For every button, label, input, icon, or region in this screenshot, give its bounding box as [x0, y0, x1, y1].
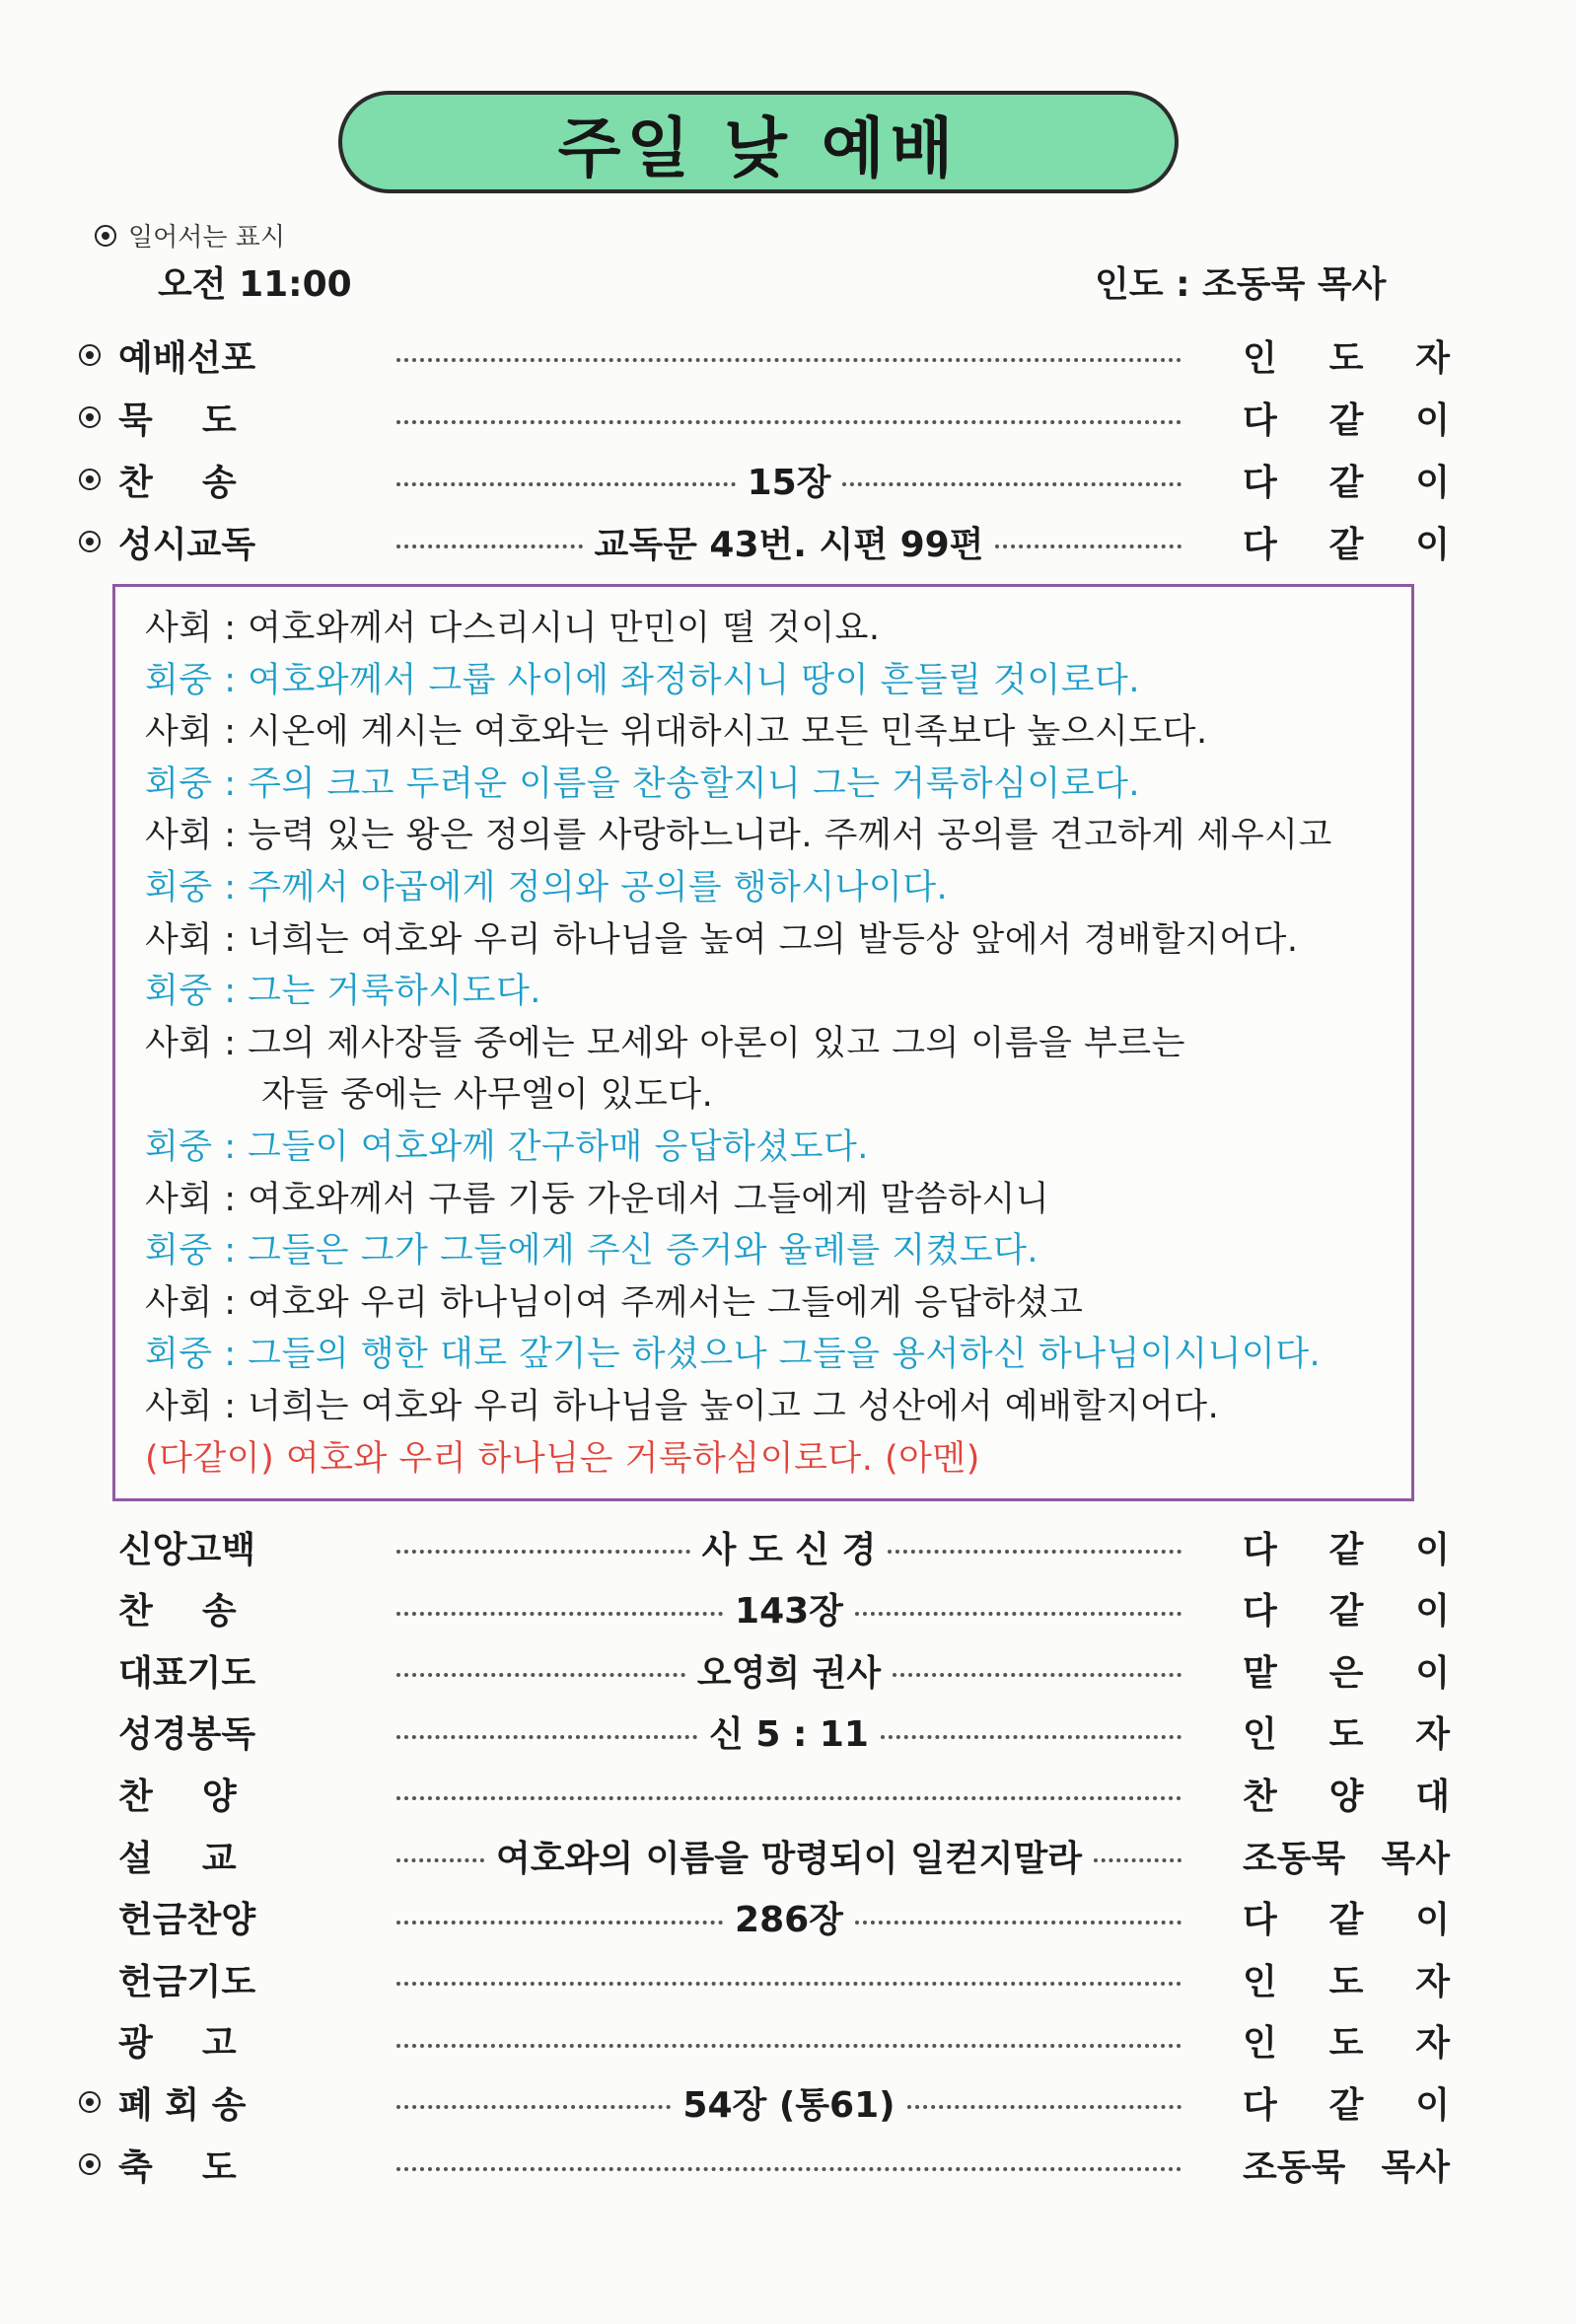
order-detail: 15장	[747, 462, 831, 503]
dot-leader	[855, 1612, 1182, 1616]
order-performer: 다 같 이	[1243, 462, 1450, 503]
standing-mark-icon	[79, 406, 101, 428]
order-leader-dots	[385, 1707, 1193, 1757]
order-leader-dots	[385, 1972, 1193, 1986]
order-leader-dots	[385, 1786, 1193, 1800]
order-label: 찬 송	[118, 462, 237, 503]
order-leader-dots	[385, 410, 1193, 424]
dot-leader	[995, 545, 1182, 548]
dot-leader	[396, 2105, 671, 2109]
reading-text: 회중 : 그들이 여호와께 간구하매 응답하셨도다.	[145, 1127, 869, 1167]
order-row	[79, 1949, 1450, 2008]
standing-mark-icon	[79, 531, 101, 552]
leader-line	[145, 601, 881, 650]
dot-leader	[842, 482, 1182, 486]
dot-leader	[881, 1735, 1182, 1739]
reading-text: 사회 : 너희는 여호와 우리 하나님을 높이고 그 성산에서 예배할지어다.	[145, 1387, 1220, 1426]
congregation-line	[145, 653, 1140, 702]
reading-text: 회중 : 그는 거룩하시도다.	[145, 972, 541, 1012]
dot-leader	[396, 1982, 1182, 1986]
order-performer: 인 도 자	[1243, 1961, 1450, 2002]
leader-line	[145, 1172, 1049, 1221]
order-detail: 사 도 신 경	[701, 1529, 877, 1570]
dot-leader	[396, 545, 583, 548]
reading-text: 사회 : 시온에 계시는 여호와는 위대하시고 모든 민족보다 높으시도다.	[145, 712, 1208, 753]
order-row	[79, 1579, 1450, 1638]
reading-text: 사회 : 그의 제사장들 중에는 모세와 아론이 있고 그의 이름을 부르는	[145, 1023, 1185, 1063]
order-leader-dots	[385, 1645, 1193, 1696]
order-label: 찬 양	[118, 1776, 237, 1817]
unison-line	[145, 1431, 980, 1481]
dot-leader	[396, 1673, 685, 1677]
dot-leader	[888, 1550, 1182, 1554]
standing-slot	[79, 406, 118, 428]
congregation-line	[145, 860, 948, 909]
order-label: 광 고	[118, 2023, 237, 2065]
reading-text: 사회 : 여호와께서 구름 기둥 가운데서 그들에게 말씀하시니	[145, 1179, 1050, 1219]
order-performer: 인 도 자	[1243, 1714, 1450, 1756]
dot-leader	[396, 420, 1182, 424]
order-performer: 조동묵 목사	[1243, 1838, 1450, 1879]
dot-leader	[396, 1735, 697, 1739]
order-performer: 다 같 이	[1243, 1900, 1450, 1941]
dot-leader	[396, 1550, 690, 1554]
dot-leader	[396, 2044, 1182, 2048]
leader-line	[145, 808, 1332, 857]
order-leader-dots	[385, 1522, 1193, 1572]
order-label: 축 도	[118, 2146, 237, 2188]
congregation-line	[145, 1327, 1321, 1376]
leader-line	[145, 704, 1208, 754]
order-detail: 신 5 : 11	[709, 1714, 869, 1756]
order-leader-dots	[385, 2157, 1193, 2171]
order-label: 폐 회 송	[118, 2084, 247, 2126]
order-performer: 다 같 이	[1243, 1529, 1450, 1570]
standing-slot	[79, 2091, 118, 2113]
order-row	[79, 512, 1450, 571]
order-label: 묵 도	[118, 399, 237, 441]
standing-mark-icon	[95, 225, 116, 247]
reading-text: (다같이) 여호와 우리 하나님은 거룩하심이로다. (아멘)	[145, 1438, 980, 1479]
order-leader-dots	[385, 517, 1193, 567]
dot-leader	[907, 2105, 1182, 2109]
leader-line	[145, 1379, 1219, 1428]
congregation-line	[145, 1223, 1039, 1272]
order-detail: 교독문 43번. 시편 99편	[594, 524, 984, 565]
reading-text: 사회 : 너희는 여호와 우리 하나님을 높여 그의 발등상 앞에서 경배할지어다.	[145, 919, 1299, 960]
congregation-line	[145, 964, 541, 1013]
congregation-line	[145, 1120, 869, 1169]
standing-mark-icon	[79, 469, 101, 490]
order-row	[79, 1826, 1450, 1885]
order-leader-dots	[385, 455, 1193, 505]
order-performer: 다 같 이	[1243, 399, 1450, 441]
order-row	[79, 2072, 1450, 2132]
order-detail: 여호와의 이름을 망령되이 일컫지말라	[495, 1838, 1083, 1879]
order-label: 예배선포	[118, 337, 256, 379]
standing-slot	[79, 531, 118, 552]
dot-leader	[396, 1921, 723, 1925]
order-detail: 54장 (통61)	[682, 2084, 895, 2126]
order-leader-dots	[385, 1583, 1193, 1634]
reading-text: 회중 : 여호와께서 그룹 사이에 좌정하시니 땅이 흔들릴 것이로다.	[145, 660, 1140, 700]
order-performer: 찬 양 대	[1243, 1776, 1450, 1817]
order-performer: 다 같 이	[1243, 524, 1450, 565]
leader-line	[145, 1067, 713, 1117]
order-leader-dots	[385, 1892, 1193, 1942]
order-performer: 맡 은 이	[1243, 1652, 1450, 1694]
dot-leader	[396, 1796, 1182, 1800]
page-title: 주일 낮 예배	[338, 91, 1179, 193]
order-label: 헌금기도	[118, 1961, 256, 2002]
order-row	[79, 1888, 1450, 1947]
reading-text: 사회 : 여호와께서 다스리시니 만민이 떨 것이요.	[145, 609, 881, 648]
order-label: 신앙고백	[118, 1529, 256, 1570]
order-label: 설 교	[118, 1838, 237, 1879]
order-label: 성시교독	[118, 524, 256, 565]
order-leader-dots	[385, 348, 1193, 362]
order-performer: 인 도 자	[1243, 2023, 1450, 2065]
order-row	[79, 450, 1450, 509]
dot-leader	[396, 358, 1182, 362]
order-leader-dots	[385, 1831, 1193, 1881]
order-performer: 다 같 이	[1243, 1591, 1450, 1633]
order-performer: 조동묵 목사	[1243, 2146, 1450, 2188]
order-row	[79, 1703, 1450, 1762]
order-detail: 143장	[735, 1591, 843, 1633]
responsive-reading-box	[112, 584, 1414, 1501]
reading-text: 회중 : 그들은 그가 그들에게 주신 증거와 율례를 지켰도다.	[145, 1231, 1039, 1271]
order-leader-dots	[385, 2077, 1193, 2128]
order-performer: 인 도 자	[1243, 337, 1450, 379]
standing-mark-icon	[79, 2091, 101, 2113]
reading-text: 사회 : 여호와 우리 하나님이여 주께서는 그들에게 응답하셨고	[145, 1282, 1084, 1323]
reading-text: 회중 : 주의 크고 두려운 이름을 찬송할지니 그는 거룩하심이로다.	[145, 763, 1140, 804]
order-row	[79, 1640, 1450, 1700]
dot-leader	[855, 1921, 1182, 1925]
order-label: 찬 송	[118, 1591, 237, 1633]
dot-leader	[1094, 1858, 1182, 1862]
service-time: 오전 11:00	[158, 264, 352, 305]
leader-line	[145, 1275, 1083, 1325]
order-detail: 오영희 권사	[696, 1652, 882, 1694]
dot-leader	[396, 2167, 1182, 2171]
leader-line	[145, 912, 1298, 962]
leader-line	[145, 1016, 1185, 1065]
dot-leader	[396, 1858, 484, 1862]
order-label: 성경봉독	[118, 1714, 256, 1756]
order-row	[79, 388, 1450, 447]
order-row	[79, 1764, 1450, 1823]
service-leader: 인도 : 조동묵 목사	[1095, 264, 1387, 305]
order-row	[79, 2011, 1450, 2070]
standing-mark-icon	[79, 2153, 101, 2175]
order-leader-dots	[385, 2034, 1193, 2048]
order-label: 대표기도	[118, 1652, 256, 1694]
dot-leader	[893, 1673, 1182, 1677]
legend-text: 일어서는 표시	[128, 223, 285, 253]
standing-slot	[79, 469, 118, 490]
standing-legend	[95, 217, 285, 254]
order-detail: 286장	[735, 1900, 843, 1941]
congregation-line	[145, 757, 1140, 806]
order-label: 헌금찬양	[118, 1900, 256, 1941]
order-performer: 다 같 이	[1243, 2084, 1450, 2126]
order-row	[79, 326, 1450, 385]
order-row	[79, 2135, 1450, 2194]
standing-slot	[79, 2153, 118, 2175]
order-row	[79, 1517, 1450, 1576]
dot-leader	[396, 1612, 723, 1616]
dot-leader	[396, 482, 736, 486]
reading-text: 사회 : 능력 있는 왕은 정의를 사랑하느니라. 주께서 공의를 견고하게 세우시고	[145, 816, 1332, 856]
standing-mark-icon	[79, 344, 101, 366]
reading-text: 회중 : 그들의 행한 대로 갚기는 하셨으나 그들을 용서하신 하나님이시니이다.	[145, 1335, 1322, 1375]
reading-text: 자들 중에는 사무엘이 있도다.	[261, 1075, 714, 1116]
reading-text: 회중 : 주께서 야곱에게 정의와 공의를 행하시나이다.	[145, 868, 949, 908]
standing-slot	[79, 344, 118, 366]
